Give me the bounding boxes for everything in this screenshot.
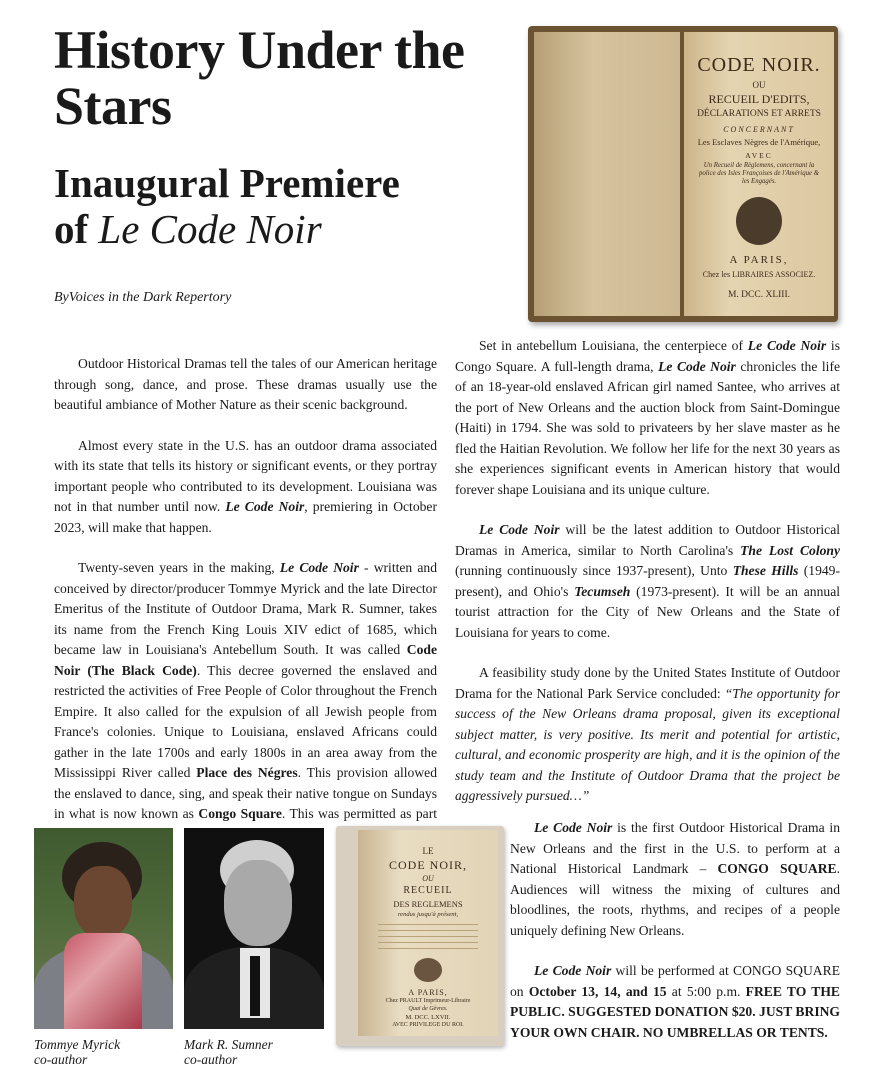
book-left-page bbox=[534, 32, 680, 316]
subtitle-of: of bbox=[54, 206, 89, 252]
paragraph: Almost every state in the U.S. has an outdoor drama associated with its state that tells its history or significant events, or they portray important people who contributed to its development. Louisiana was not in that number until now. Le Code Noir, premiering in October 2023, will make that happen. bbox=[54, 437, 437, 535]
tommye-myrick-photo bbox=[34, 828, 173, 1029]
paragraph: A feasibility study done by the United States Institute of Outdoor Drama for the National Park Service concluded: “The opportunity for success of the New Orleans drama proposal, given its exceptional subject matter, is very positive. Its merit and potential for artistic, cultural, and economic prosperity are high, and it is the opinion of the study team and the Institute of Outdoor Drama that the project be aggressively pursued…” bbox=[455, 665, 841, 803]
photo-caption-myrick: Tommye Myrick co-author bbox=[34, 1037, 121, 1067]
byline: ByVoices in the Dark Repertory bbox=[54, 290, 232, 305]
crest-icon bbox=[414, 958, 442, 982]
mark-sumner-photo bbox=[184, 828, 324, 1029]
photo-caption-sumner: Mark R. Sumner co-author bbox=[184, 1037, 273, 1067]
paragraph: Le Code Noir will be the latest addition to Outdoor Historical Dramas in America, similar to North Carolina's The Lost Colony (running continuously since 1937-present), Unto These Hills (1949-present), and Ohio's Tecumseh (1973-present). It will be an annual tourist attraction for the City of New Orleans and the State of Louisiana for years to come. bbox=[455, 522, 841, 640]
code-noir-book-image-2 bbox=[336, 826, 504, 1046]
article-left-column bbox=[54, 354, 437, 865]
paragraph: Twenty-seven years in the making, Le Code Noir - written and conceived by director/producer Tommye Myrick and the late Director Emeritus of the Institute of Outdoor Drama, Mark R. Sumner, takes its name from the French King Louis XIV edict of 1685, which became law in Louisiana's Antebellum South. It was called Code Noir (The Black Code). This decree governed the enslaved and restricted the activities of Free People of Color throughout the French Empire. It also called for the expulsion of all Jewish people from France's colonies. Unique to Louisiana, enslaved Africans could gather in the late 1700s and early 1800s in an area away from the Mississippi River called Place des Négres. This provision allowed the enslaved to dance, sing, and speak their native tongue on Sundays in what is now known as Congo Square. This was permitted as part bbox=[54, 560, 438, 821]
paragraph: Outdoor Historical Dramas tell the tales of our American heritage through song, dance, and prose. These dramas usually use the beautiful ambiance of Mother Nature as their scenic background. bbox=[54, 356, 437, 412]
article-right-column bbox=[455, 336, 840, 827]
subtitle-main: Inaugural Premiere bbox=[54, 160, 400, 206]
book-title-page: CODE NOIR. OU RECUEIL D'EDITS, DÉCLARATIONS ET ARRETS CONCERNANT Les Esclaves Nègres de l'Amérique, AVEC Un Recueil de Règlemens, concernant la police des Isles Françoises de l'Amérique & les Engagés. A PARIS, Chez les LIBRAIRES ASSOCIEZ. M. DCC. XLIII. bbox=[684, 32, 834, 316]
book-title-page: LE CODE NOIR, OU RECUEIL DES REGLEMENS rendus jusqu'à présent, A PARIS, Chez PRAULT Imprimeur-Libraire Quai de Gèvres. M. DCC. LXVII. AVEC PRIVILEGE DU ROI. bbox=[358, 830, 498, 1036]
paragraph: Le Code Noir is the first Outdoor Historical Drama in New Orleans and the first in the U.S. to perform at a National Historical Landmark – CONGO SQUARE. Audiences will witness the mixing of cultures and bloodlines, the roots, rhythms, and recipes of a people uniquely defining New Orleans. bbox=[510, 820, 840, 938]
paragraph: Le Code Noir will be performed at CONGO SQUARE on October 13, 14, and 15 at 5:00 p.m. FREE TO THE PUBLIC. SUGGESTED DONATION $20. JUST BRING YOUR OWN CHAIR. NO UMBRELLAS OR TENTS. bbox=[510, 963, 840, 1040]
page-title: History Under the Stars bbox=[54, 20, 465, 136]
code-noir-book-image-1 bbox=[528, 26, 838, 322]
article-bottom-column bbox=[510, 818, 840, 1063]
bust-emblem-icon bbox=[736, 197, 782, 245]
paragraph: Set in antebellum Louisiana, the centerpiece of Le Code Noir is Congo Square. A full-length drama, Le Code Noir chronicles the life of an 18-year-old enslaved African girl named Santee, who arrives at the port of New Orleans and the auction block from Saint-Domingue (Haiti) in 1794. She was sold to privateers by her slave master as he fled the Haitian Revolution. We follow her life for the next 30 years as she experiences significant events in American history that would forever shape Louisiana and its unique culture. bbox=[455, 338, 841, 497]
subtitle-italic: Le Code Noir bbox=[98, 206, 322, 252]
page-subtitle bbox=[54, 160, 494, 252]
